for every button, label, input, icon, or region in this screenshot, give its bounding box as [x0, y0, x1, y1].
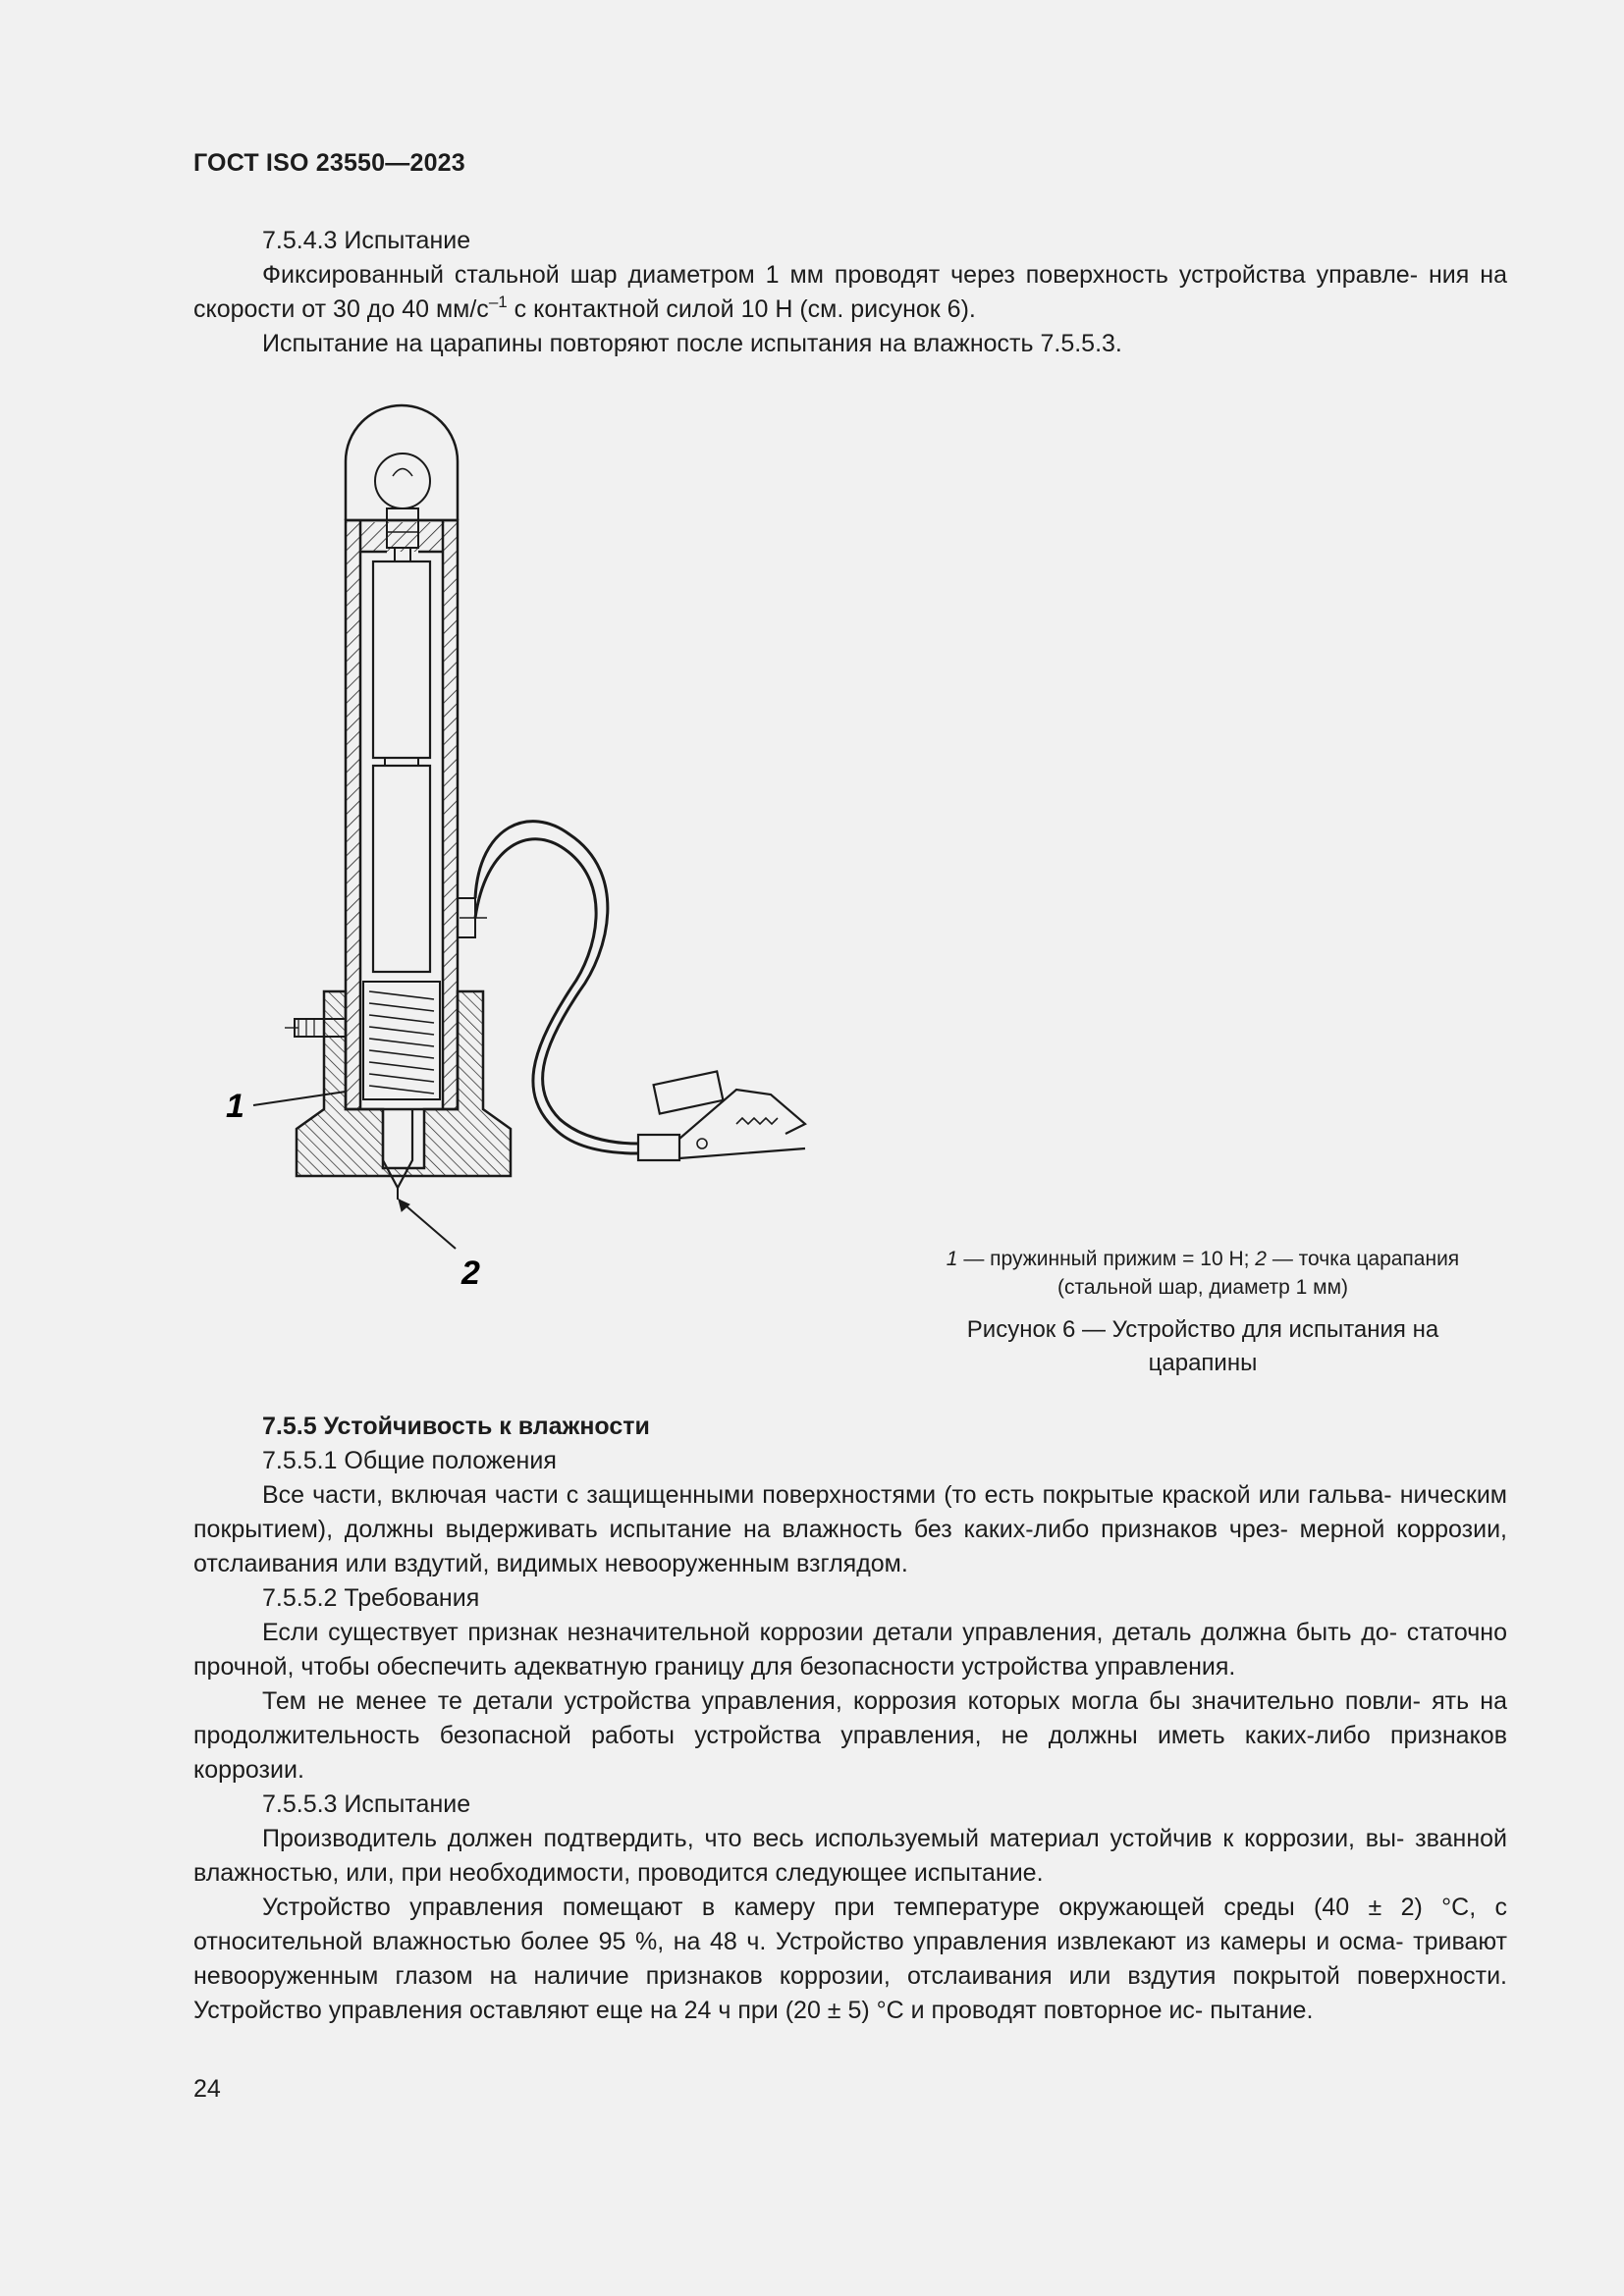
legend-number: 2	[1255, 1248, 1267, 1270]
paragraph-text: Фиксированный стальной шар диаметром 1 мм проводят через поверхность устройства управле- ния на скорости от 30 до 40 мм/с	[193, 261, 1507, 323]
paragraph: Испытание на царапины повторяют после испытания на влажность 7.5.5.3.	[262, 330, 1122, 357]
section-heading-7553: 7.5.5.3 Испытание	[262, 1790, 471, 1818]
superscript: –1	[488, 293, 508, 311]
scratch-test-device-drawing	[216, 402, 884, 1384]
paragraph: Устройство управления помещают в камеру при температуре окружающей среды (40 ± 2) °C, с относительной влажностью более 95 %, на 48 ч. Устройство управления извлекают из камеры и осма- тривают невооруженным глазом на наличие признаков коррозии, отслаивания или вздутия покрытой поверхности. Устройство управления оставляют еще на 24 ч при (20 ± 5) °C и проводят повторное ис- пытание.	[193, 1894, 1507, 2024]
section-heading-7551: 7.5.5.1 Общие положения	[262, 1447, 557, 1474]
document-header-title: ГОСТ ISO 23550—2023	[193, 149, 465, 177]
section-heading-7543: 7.5.4.3 Испытание	[262, 227, 471, 254]
paragraph: Все части, включая части с защищенными поверхностями (то есть покрытые краской или гальва- ническим покрытием), должны выдерживать испытание на влажность без каких-либо признаков чрез- мерной коррозии, отслаивания или вздутий, видимых невооруженным взглядом.	[193, 1481, 1507, 1577]
section-heading-755: 7.5.5 Устойчивость к влажности	[262, 1413, 650, 1440]
figure-legend	[898, 1245, 1507, 1302]
legend-text: — пружинный прижим = 10 Н;	[957, 1248, 1256, 1270]
section-7543	[193, 224, 1507, 361]
legend-text: — точка царапания (стальной шар, диаметр 1 мм)	[1056, 1248, 1460, 1299]
callout-2: 2	[461, 1255, 480, 1292]
paragraph: Если существует признак незначительной коррозии детали управления, деталь должна быть до- статочно прочной, чтобы обеспечить адекватную границу для безопасности устройства управления.	[193, 1619, 1507, 1681]
paragraph	[193, 258, 1507, 327]
paragraph-text: с контактной силой 10 Н (см. рисунок 6).	[507, 295, 976, 323]
paragraph: Производитель должен подтвердить, что весь используемый материал устойчив к коррозии, вы- званной влажностью, или, при необходимости, проводится следующее испытание.	[193, 1825, 1507, 1887]
callout-1: 1	[226, 1088, 244, 1125]
paragraph: Тем не менее те детали устройства управления, коррозия которых могла бы значительно повли- ять на продолжительность безопасной работы устройства управления, не должны иметь каких-либо признаков коррозии.	[193, 1687, 1507, 1784]
section-755	[193, 1410, 1507, 2028]
figure-caption: Рисунок 6 — Устройство для испытания на царапины	[966, 1316, 1439, 1376]
section-heading-7552: 7.5.5.2 Требования	[262, 1584, 480, 1612]
page-number: 24	[193, 2075, 221, 2103]
legend-number: 1	[946, 1248, 958, 1270]
